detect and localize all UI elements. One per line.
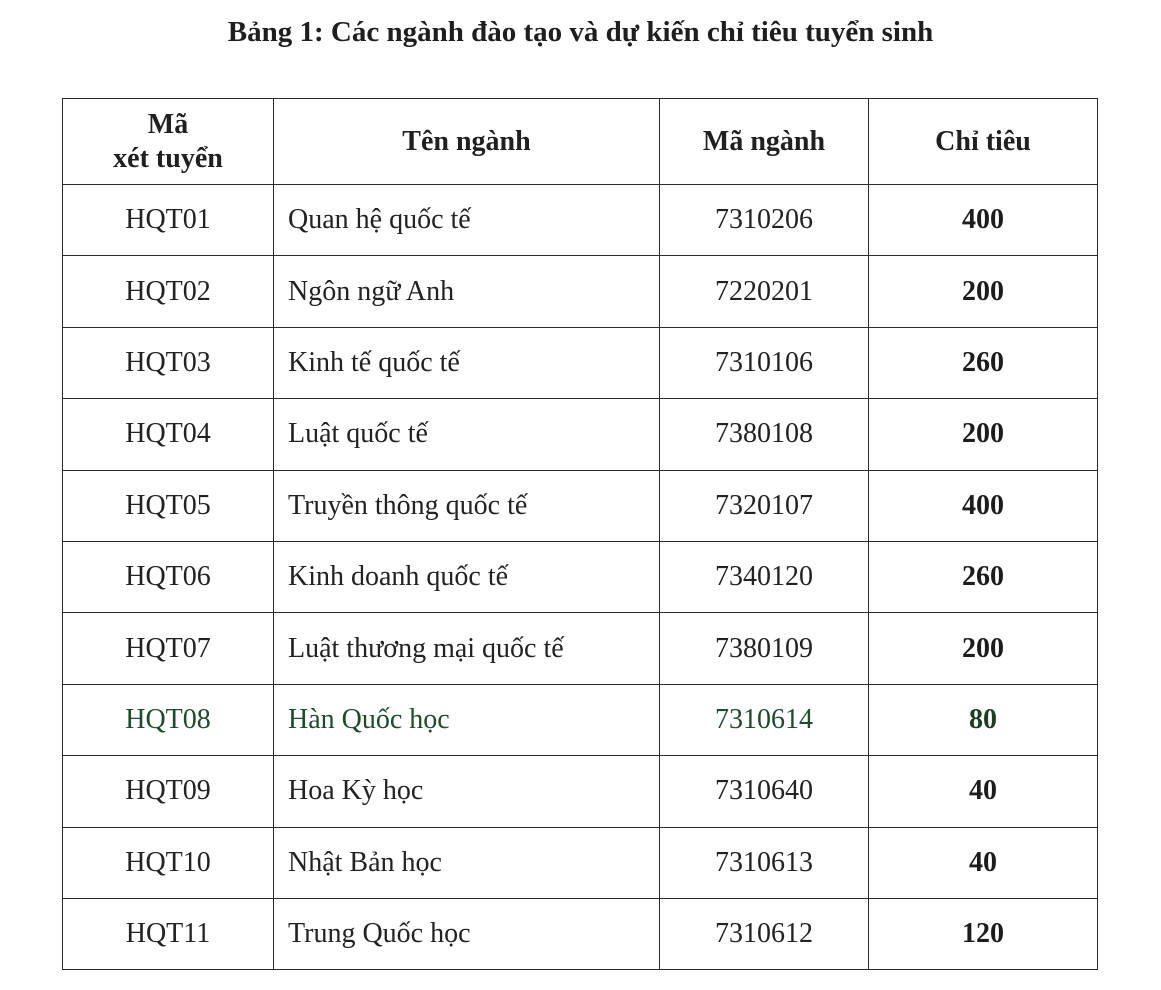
table-row <box>63 827 1098 898</box>
quota-cell: 200 <box>869 256 1098 327</box>
admission-code-cell: HQT03 <box>63 327 274 398</box>
major-code-cell: 7320107 <box>660 470 869 541</box>
table-row <box>63 756 1098 827</box>
table-body <box>63 185 1098 970</box>
table-row <box>63 470 1098 541</box>
quota-cell: 260 <box>869 327 1098 398</box>
admission-code-cell: HQT04 <box>63 399 274 470</box>
major-code-cell: 7310612 <box>660 898 869 969</box>
major-name-cell: Luật thương mại quốc tế <box>274 613 660 684</box>
quota-cell: 200 <box>869 399 1098 470</box>
major-code-cell: 7380109 <box>660 613 869 684</box>
major-name-cell: Quan hệ quốc tế <box>274 185 660 256</box>
major-code-cell: 7310206 <box>660 185 869 256</box>
major-code-cell: 7310613 <box>660 827 869 898</box>
major-name-cell: Ngôn ngữ Anh <box>274 256 660 327</box>
major-name-cell: Hàn Quốc học <box>274 684 660 755</box>
table-row <box>63 684 1098 755</box>
table-row <box>63 256 1098 327</box>
admission-code-cell: HQT08 <box>63 684 274 755</box>
table-title: Bảng 1: Các ngành đào tạo và dự kiến chỉ tiêu tuyển sinh <box>227 16 934 48</box>
major-code-cell: 7220201 <box>660 256 869 327</box>
header-row <box>63 99 1098 185</box>
major-name-cell: Truyền thông quốc tế <box>274 470 660 541</box>
quota-cell: 40 <box>869 827 1098 898</box>
header-admission-code-line2: xét tuyển <box>113 142 223 174</box>
quota-cell: 400 <box>869 470 1098 541</box>
admission-code-cell: HQT06 <box>63 541 274 612</box>
major-code-cell: 7340120 <box>660 541 869 612</box>
admission-code-cell: HQT11 <box>63 898 274 969</box>
table-row <box>63 613 1098 684</box>
quota-cell: 400 <box>869 185 1098 256</box>
major-name-cell: Hoa Kỳ học <box>274 756 660 827</box>
table-row <box>63 399 1098 470</box>
major-name-cell: Kinh doanh quốc tế <box>274 541 660 612</box>
major-name-cell: Nhật Bản học <box>274 827 660 898</box>
header-admission-code-line1: Mã <box>147 108 189 140</box>
quota-cell: 260 <box>869 541 1098 612</box>
header-major-code: Mã ngành <box>660 99 869 185</box>
quota-cell: 120 <box>869 898 1098 969</box>
major-code-cell: 7310106 <box>660 327 869 398</box>
table-row <box>63 185 1098 256</box>
admission-code-cell: HQT09 <box>63 756 274 827</box>
table-header <box>63 99 1098 185</box>
major-code-cell: 7380108 <box>660 399 869 470</box>
major-name-cell: Kinh tế quốc tế <box>274 327 660 398</box>
admission-code-cell: HQT10 <box>63 827 274 898</box>
header-quota: Chỉ tiêu <box>869 99 1098 185</box>
table-row <box>63 327 1098 398</box>
admission-code-cell: HQT05 <box>63 470 274 541</box>
header-admission-code <box>63 99 274 185</box>
table-row <box>63 898 1098 969</box>
quota-cell: 200 <box>869 613 1098 684</box>
header-major-name: Tên ngành <box>274 99 660 185</box>
table-row <box>63 541 1098 612</box>
quota-cell: 80 <box>869 684 1098 755</box>
quota-cell: 40 <box>869 756 1098 827</box>
major-name-cell: Luật quốc tế <box>274 399 660 470</box>
major-code-cell: 7310640 <box>660 756 869 827</box>
major-code-cell: 7310614 <box>660 684 869 755</box>
major-name-cell: Trung Quốc học <box>274 898 660 969</box>
admission-code-cell: HQT07 <box>63 613 274 684</box>
admission-code-cell: HQT02 <box>63 256 274 327</box>
majors-table <box>62 98 1098 970</box>
admission-code-cell: HQT01 <box>63 185 274 256</box>
